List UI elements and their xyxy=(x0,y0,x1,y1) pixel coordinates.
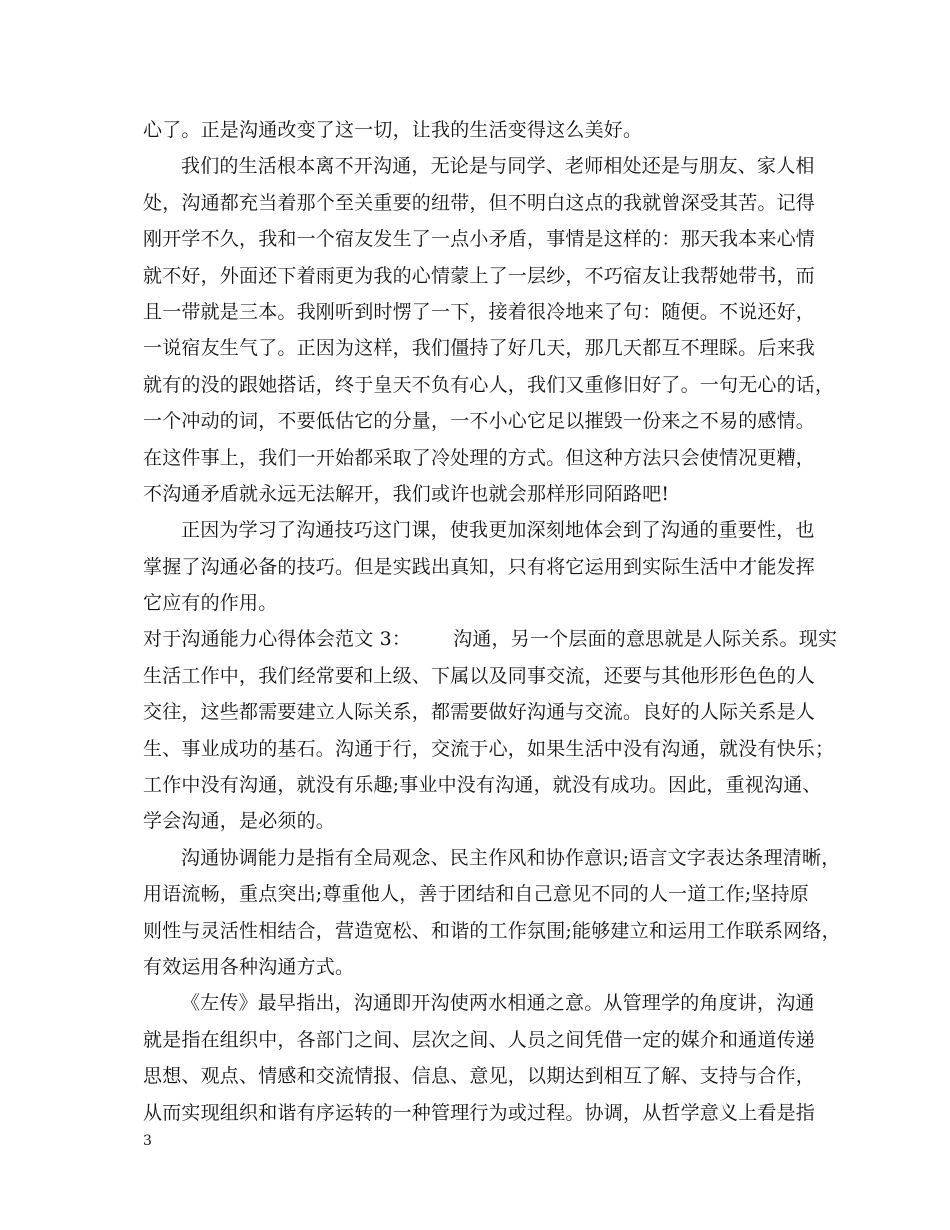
text-line: 一个冲动的词，不要低估它的分量，一不小心它足以摧毁一份来之不易的感情。 xyxy=(143,410,816,433)
text-line: 且一带就是三本。我刚听到时愣了一下，接着很冷地来了句：随便。不说还好， xyxy=(143,300,816,323)
text-line: 工作中没有沟通，就没有乐趣;事业中没有沟通，就没有成功。因此，重视沟通、 xyxy=(143,774,822,797)
text-line: 正因为学习了沟通技巧这门课，使我更加深刻地体会到了沟通的重要性，也 xyxy=(181,519,815,542)
text-line: 掌握了沟通必备的技巧。但是实践出真知，只有将它运用到实际生活中才能发挥 xyxy=(143,555,816,578)
text-line: 心了。正是沟通改变了这一切，让我的生活变得这么美好。 xyxy=(143,119,643,141)
text-line: 在这件事上，我们一开始都采取了冷处理的方式。但这种方法只会使情况更糟， xyxy=(143,446,816,469)
paragraph-roommate-story xyxy=(143,148,835,512)
text-line: 不沟通矛盾就永远无法解开，我们或许也就会那样形同陌路吧! xyxy=(143,482,670,505)
text-line: 生活工作中，我们经常要和上级、下属以及同事交流，还要与其他形形色色的人 xyxy=(143,664,816,687)
text-line: 用语流畅，重点突出;尊重他人，善于团结和自己意见不同的人一道工作;坚持原 xyxy=(143,883,810,906)
text-line: 它应有的作用。 xyxy=(143,592,278,615)
essay-heading: 对于沟通能力心得体会范文 3： xyxy=(143,628,412,651)
text-line: 从而实现组织和谐有序运转的一种管理行为或过程。协调，从哲学意义上看是指 xyxy=(143,1101,816,1124)
text-line: 《左传》最早指出，沟通即开沟使两水相通之意。从管理学的角度讲，沟通 xyxy=(181,992,815,1015)
text-line: 处，沟通都充当着那个至关重要的纽带，但不明白这点的我就曾深受其苦。记得 xyxy=(143,191,816,214)
heading-rest-text: 沟通，另一个层面的意思就是人际关系。现实 xyxy=(453,628,838,651)
document-body xyxy=(143,112,841,1131)
text-line: 我们的生活根本离不开沟通，无论是与同学、老师相处还是与朋友、家人相 xyxy=(181,155,815,178)
text-line: 有效运用各种沟通方式。 xyxy=(143,955,355,978)
paragraph-course-reflection xyxy=(143,512,823,621)
text-line: 就是指在组织中，各部门之间、层次之间、人员之间凭借一定的媒介和通道传递 xyxy=(143,1028,816,1051)
text-line: 思想、观点、情感和交流情报、信息、意见，以期达到相互了解、支持与合作， xyxy=(143,1065,816,1088)
essay-heading-line xyxy=(143,621,838,657)
paragraph-zuozhuan xyxy=(143,985,823,1131)
paragraph-essay-3 xyxy=(143,621,838,839)
text-line: 交往，这些都需要建立人际关系，都需要做好沟通与交流。良好的人际关系是人 xyxy=(143,701,816,724)
text-line: 则性与灵活性相结合，营造宽松、和谐的工作氛围;能够建立和运用工作联系网络， xyxy=(143,919,841,942)
text-line: 一说宿友生气了。正因为这样，我们僵持了好几天，那几天都互不理睬。后来我 xyxy=(143,337,816,360)
text-line: 学会沟通，是必须的。 xyxy=(143,810,336,833)
text-line: 刚开学不久，我和一个宿友发生了一点小矛盾，事情是这样的：那天我本来心情 xyxy=(143,228,816,251)
paragraph-continuation xyxy=(143,112,823,148)
paragraph-coordination-ability xyxy=(143,840,841,986)
text-line: 就不好，外面还下着雨更为我的心情蒙上了一层纱，不巧宿友让我帮她带书，而 xyxy=(143,264,816,287)
page-number: 3 xyxy=(143,1133,152,1149)
text-line: 生、事业成功的基石。沟通于行，交流于心，如果生活中没有沟通，就没有快乐； xyxy=(143,737,835,760)
text-line: 沟通协调能力是指有全局观念、民主作风和协作意识;语言文字表达条理清晰， xyxy=(181,846,841,869)
text-line: 就有的没的跟她搭话，终于皇天不负有心人，我们又重修旧好了。一句无心的话， xyxy=(143,373,835,396)
